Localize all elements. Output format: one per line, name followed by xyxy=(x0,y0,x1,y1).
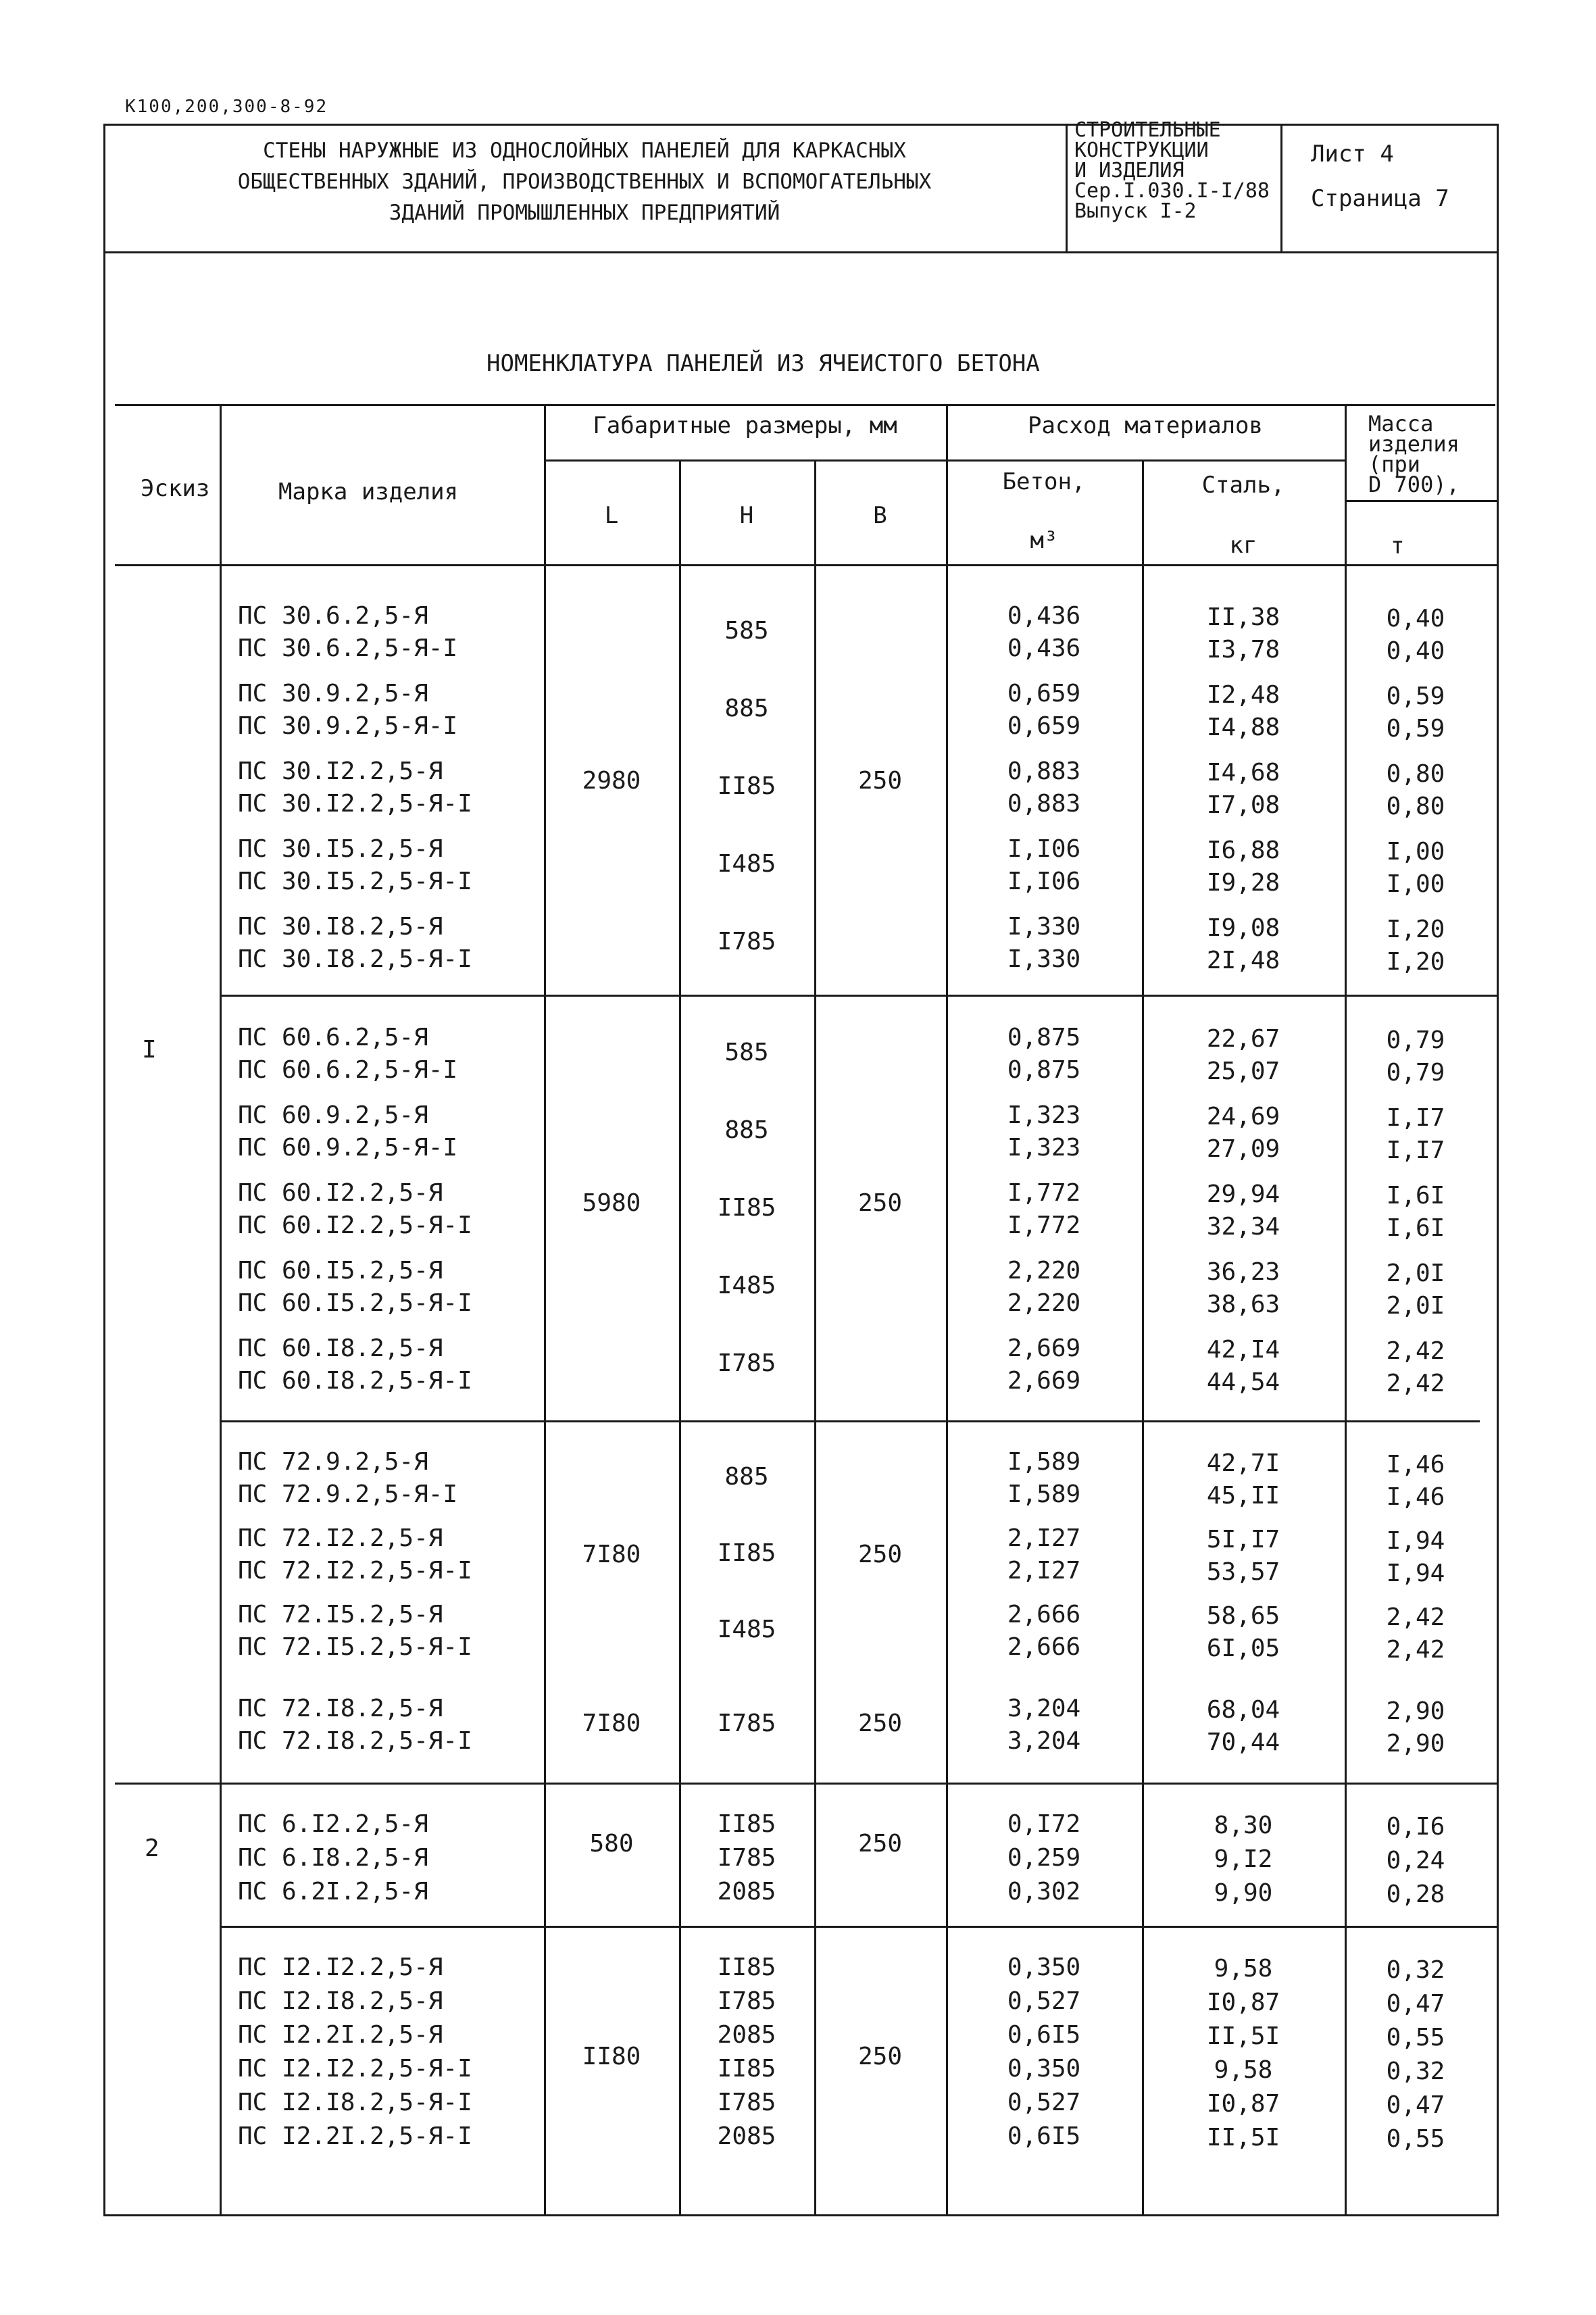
cell-mark: ПС I2.I8.2,5-Я xyxy=(238,1987,443,2015)
cell-L: 5980 xyxy=(582,1189,641,1217)
cell-steel: 9,58 xyxy=(1214,2056,1273,2084)
cell-concrete: 2,220 xyxy=(1007,1289,1081,1317)
cell-steel: 9,90 xyxy=(1214,1879,1273,1907)
cell-steel: 6I,05 xyxy=(1206,1635,1280,1662)
sketch-2-label: 2 xyxy=(145,1835,159,1862)
cell-mass: 2,42 xyxy=(1386,1337,1445,1365)
cell-concrete: I,330 xyxy=(1007,945,1081,973)
cell-mass: I,94 xyxy=(1386,1527,1445,1555)
cell-steel: 22,67 xyxy=(1206,1025,1280,1053)
cell-B: 250 xyxy=(857,1189,903,1217)
cell-H: II85 xyxy=(717,1539,776,1567)
cell-H: 2085 xyxy=(717,1878,776,1906)
cell-mass: I,6I xyxy=(1386,1214,1445,1242)
col-mark-right xyxy=(544,404,546,2215)
frame-left xyxy=(103,124,105,2216)
header-top-line xyxy=(115,404,1495,406)
cell-steel: 2I,48 xyxy=(1206,947,1280,974)
header-concrete: Бетон, xyxy=(1002,468,1086,495)
cell-mark: ПС 72.I8.2,5-Я xyxy=(238,1695,443,1722)
cell-mark: ПС 6.2I.2,5-Я xyxy=(238,1878,428,1906)
cell-concrete: 0,350 xyxy=(1007,2055,1081,2083)
cell-mass: 0,79 xyxy=(1386,1026,1445,1054)
cell-mark: ПС 30.I8.2,5-Я-I xyxy=(238,945,472,973)
cell-H: II85 xyxy=(717,2055,776,2083)
cell-mark: ПС 72.I2.2,5-Я-I xyxy=(238,1557,472,1585)
cell-mass: 0,59 xyxy=(1386,715,1445,743)
cell-mark: ПС 60.I5.2,5-Я-I xyxy=(238,1289,472,1317)
cell-mark: ПС 60.9.2,5-Я xyxy=(238,1101,428,1129)
cell-L: 2980 xyxy=(582,767,641,795)
cell-concrete: I,772 xyxy=(1007,1212,1081,1239)
cell-L: 7I80 xyxy=(582,1541,641,1568)
cell-mass: I,20 xyxy=(1386,948,1445,976)
cell-mass: 2,42 xyxy=(1386,1370,1445,1397)
cell-steel: 9,58 xyxy=(1214,1955,1273,1983)
cell-steel: I9,08 xyxy=(1206,914,1280,942)
cell-mark: ПС 30.9.2,5-Я xyxy=(238,680,428,707)
series-line-4: Сер.I.030.I-I/88 xyxy=(1074,179,1270,203)
cell-mark: ПС I2.I2.2,5-Я xyxy=(238,1953,443,1981)
cell-mass: 0,80 xyxy=(1386,793,1445,820)
cell-concrete: 0,436 xyxy=(1007,602,1081,630)
group-2-bottom xyxy=(220,1420,1480,1422)
cell-mark: ПС 30.I8.2,5-Я xyxy=(238,913,443,941)
cell-concrete: I,323 xyxy=(1007,1134,1081,1162)
cell-concrete: 0,436 xyxy=(1007,634,1081,662)
cell-B: 250 xyxy=(857,1541,903,1568)
mass-sub-line xyxy=(1345,500,1497,502)
cell-H: I785 xyxy=(717,1710,776,1737)
frame-right xyxy=(1497,124,1499,2216)
header-steel-unit: кг xyxy=(1229,532,1257,559)
cell-mark: ПС 72.9.2,5-Я-I xyxy=(238,1480,458,1508)
cell-mark: ПС 6.I8.2,5-Я xyxy=(238,1844,428,1872)
cell-H: I785 xyxy=(717,1987,776,2015)
frame-top xyxy=(103,124,1499,126)
header-mass-line-2: изделия xyxy=(1368,431,1460,457)
cell-H: I485 xyxy=(717,850,776,878)
cell-steel: II,5I xyxy=(1206,2022,1280,2050)
cell-mass: I,46 xyxy=(1386,1483,1445,1511)
cell-steel: 27,09 xyxy=(1206,1135,1280,1163)
cell-mark: ПС I2.2I.2,5-Я xyxy=(238,2021,443,2049)
cell-concrete: 2,669 xyxy=(1007,1335,1081,1362)
cell-mark: ПС I2.I2.2,5-Я-I xyxy=(238,2055,472,2083)
cell-H: 585 xyxy=(724,1039,769,1066)
series-block xyxy=(1074,120,1270,222)
cell-mass: I,I7 xyxy=(1386,1104,1445,1132)
frame-bottom xyxy=(103,2214,1499,2216)
cell-H: II85 xyxy=(717,772,776,800)
cell-mark: ПС 30.9.2,5-Я-I xyxy=(238,712,458,740)
cell-concrete: 0,302 xyxy=(1007,1878,1081,1906)
header-steel: Сталь, xyxy=(1201,472,1285,499)
header-mass xyxy=(1368,411,1460,497)
header-mass-unit: т xyxy=(1391,532,1405,559)
cell-mass: 2,0I xyxy=(1386,1292,1445,1320)
cell-concrete: 0,659 xyxy=(1007,680,1081,707)
cell-mass: 0,55 xyxy=(1386,2125,1445,2153)
cell-mass: 0,47 xyxy=(1386,2091,1445,2119)
cell-mark: ПС 60.6.2,5-Я-I xyxy=(238,1056,458,1084)
cell-concrete: 3,204 xyxy=(1007,1727,1081,1755)
cell-H: I785 xyxy=(717,1349,776,1377)
title-block-bottom xyxy=(103,251,1499,253)
cell-steel: 9,I2 xyxy=(1214,1845,1273,1873)
cell-steel: II,5I xyxy=(1206,2124,1280,2151)
cell-steel: 32,34 xyxy=(1206,1213,1280,1241)
col-H-right xyxy=(814,459,816,2215)
cell-concrete: 0,527 xyxy=(1007,2089,1081,2116)
cell-mark: ПС 72.I5.2,5-Я xyxy=(238,1601,443,1628)
cell-concrete: I,I06 xyxy=(1007,835,1081,863)
title-divider-2 xyxy=(1280,124,1282,252)
header-materials: Расход материалов xyxy=(1028,412,1263,439)
cell-concrete: 2,I27 xyxy=(1007,1524,1081,1552)
cell-mass: 0,I6 xyxy=(1386,1813,1445,1841)
cell-mark: ПС 72.I8.2,5-Я-I xyxy=(238,1727,472,1755)
group-5-bottom xyxy=(220,1926,1497,1928)
cell-steel: 38,63 xyxy=(1206,1291,1280,1318)
cell-steel: 68,04 xyxy=(1206,1696,1280,1724)
cell-concrete: I,330 xyxy=(1007,913,1081,941)
cell-steel: I0,87 xyxy=(1206,2090,1280,2118)
cell-mark: ПС 30.I5.2,5-Я-I xyxy=(238,868,472,895)
title-line-3: ЗДАНИЙ ПРОМЫШЛЕННЫХ ПРЕДПРИЯТИЙ xyxy=(389,201,780,225)
cell-steel: I6,88 xyxy=(1206,837,1280,864)
cell-H: II85 xyxy=(717,1810,776,1838)
cell-concrete: 2,666 xyxy=(1007,1633,1081,1661)
cell-mass: I,00 xyxy=(1386,838,1445,866)
cell-concrete: 0,527 xyxy=(1007,1987,1081,2015)
title-line-2: ОБЩЕСТВЕННЫХ ЗДАНИЙ, ПРОИЗВОДСТВЕННЫХ И ВСПОМОГАТЕЛЬНЫХ xyxy=(237,170,932,194)
cell-mark: ПС 60.I8.2,5-Я xyxy=(238,1335,443,1362)
header-mass-line-4: D 700), xyxy=(1368,472,1460,497)
cell-mass: I,20 xyxy=(1386,916,1445,943)
cell-mass: 0,40 xyxy=(1386,637,1445,665)
cell-mass: 2,42 xyxy=(1386,1636,1445,1664)
cell-concrete: 2,669 xyxy=(1007,1367,1081,1395)
cell-mark: ПС I2.2I.2,5-Я-I xyxy=(238,2122,472,2150)
cell-concrete: 2,220 xyxy=(1007,1257,1081,1285)
series-line-5: Выпуск I-2 xyxy=(1074,199,1197,223)
cell-steel: 5I,I7 xyxy=(1206,1526,1280,1553)
header-bottom-line xyxy=(115,564,1497,566)
cell-concrete: 0,6I5 xyxy=(1007,2122,1081,2150)
cell-mass: I,94 xyxy=(1386,1560,1445,1587)
dims-sub-line xyxy=(544,459,946,462)
col-steel-right xyxy=(1345,404,1347,2215)
cell-steel: I0,87 xyxy=(1206,1989,1280,2016)
header-mark: Марка изделия xyxy=(278,478,459,505)
cell-mass: 0,24 xyxy=(1386,1847,1445,1874)
cell-mark: ПС I2.I8.2,5-Я-I xyxy=(238,2089,472,2116)
cell-mass: 0,59 xyxy=(1386,682,1445,710)
cell-steel: 29,94 xyxy=(1206,1180,1280,1208)
cell-H: 885 xyxy=(724,695,769,722)
cell-concrete: I,323 xyxy=(1007,1101,1081,1129)
table-title: НОМЕНКЛАТУРА ПАНЕЛЕЙ ИЗ ЯЧЕИСТОГО БЕТОНА xyxy=(487,350,1040,377)
cell-concrete: 0,I72 xyxy=(1007,1810,1081,1838)
cell-mark: ПС 72.I2.2,5-Я xyxy=(238,1524,443,1552)
cell-concrete: 0,875 xyxy=(1007,1024,1081,1051)
cell-mark: ПС 30.I5.2,5-Я xyxy=(238,835,443,863)
series-line-1: СТРОИТЕЛЬНЫЕ xyxy=(1074,118,1221,142)
cell-mark: ПС 72.I5.2,5-Я-I xyxy=(238,1633,472,1661)
cell-B: 250 xyxy=(857,1830,903,1858)
cell-mass: 0,55 xyxy=(1386,2024,1445,2051)
cell-mass: I,00 xyxy=(1386,870,1445,898)
group-1-bottom xyxy=(220,995,1497,997)
cell-steel: I2,48 xyxy=(1206,681,1280,709)
cell-mark: ПС 60.I5.2,5-Я xyxy=(238,1257,443,1285)
cell-mark: ПС 72.9.2,5-Я xyxy=(238,1448,428,1476)
cell-steel: II,38 xyxy=(1206,603,1280,631)
cell-mass: 2,90 xyxy=(1386,1697,1445,1725)
cell-L: 580 xyxy=(589,1830,634,1858)
sketch-1-label: I xyxy=(142,1036,157,1064)
cell-L: 7I80 xyxy=(582,1710,641,1737)
cell-concrete: 3,204 xyxy=(1007,1695,1081,1722)
cell-concrete: I,589 xyxy=(1007,1448,1081,1476)
cell-mass: 2,90 xyxy=(1386,1730,1445,1758)
document-code: К100,200,300-8-92 xyxy=(125,97,328,117)
cell-concrete: 0,659 xyxy=(1007,712,1081,740)
cell-H: I485 xyxy=(717,1272,776,1299)
cell-mass: 0,28 xyxy=(1386,1881,1445,1908)
cell-concrete: 0,883 xyxy=(1007,757,1081,785)
cell-mark: ПС 6.I2.2,5-Я xyxy=(238,1810,428,1838)
cell-concrete: 2,I27 xyxy=(1007,1557,1081,1585)
cell-concrete: 0,259 xyxy=(1007,1844,1081,1872)
cell-concrete: 0,875 xyxy=(1007,1056,1081,1084)
cell-H: I785 xyxy=(717,928,776,955)
cell-mass: I,6I xyxy=(1386,1182,1445,1210)
series-line-2: КОНСТРУКЦИИ xyxy=(1074,139,1209,162)
cell-mass: I,46 xyxy=(1386,1451,1445,1478)
title-line-1: СТЕНЫ НАРУЖНЫЕ ИЗ ОДНОСЛОЙНЫХ ПАНЕЛЕЙ ДЛЯ КАРКАСНЫХ xyxy=(263,139,906,163)
sheet-number: Лист 4 xyxy=(1311,141,1394,168)
cell-mark: ПС 60.6.2,5-Я xyxy=(238,1024,428,1051)
document-title xyxy=(118,135,1051,228)
cell-steel: 42,I4 xyxy=(1206,1336,1280,1364)
cell-steel: 44,54 xyxy=(1206,1368,1280,1396)
title-divider-1 xyxy=(1066,124,1068,252)
series-line-3: И ИЗДЕЛИЯ xyxy=(1074,159,1184,182)
cell-steel: 58,65 xyxy=(1206,1602,1280,1630)
cell-B: 250 xyxy=(857,1710,903,1737)
cell-mark: ПС 30.I2.2,5-Я xyxy=(238,757,443,785)
cell-mark: ПС 30.6.2,5-Я-I xyxy=(238,634,458,662)
cell-H: 885 xyxy=(724,1463,769,1491)
cell-H: I485 xyxy=(717,1616,776,1643)
cell-H: 585 xyxy=(724,617,769,645)
cell-steel: I4,68 xyxy=(1206,759,1280,787)
header-dims: Габаритные размеры, мм xyxy=(593,412,897,439)
cell-B: 250 xyxy=(857,767,903,795)
cell-steel: 42,7I xyxy=(1206,1449,1280,1477)
col-sketch-right xyxy=(220,404,222,2215)
cell-H: II85 xyxy=(717,1194,776,1222)
cell-concrete: I,772 xyxy=(1007,1179,1081,1207)
cell-steel: 24,69 xyxy=(1206,1103,1280,1130)
cell-steel: 36,23 xyxy=(1206,1258,1280,1286)
cell-mass: 2,0I xyxy=(1386,1260,1445,1287)
cell-mass: 2,42 xyxy=(1386,1603,1445,1631)
cell-mark: ПС 60.I8.2,5-Я-I xyxy=(238,1367,472,1395)
cell-concrete: 0,883 xyxy=(1007,790,1081,818)
cell-mass: 0,32 xyxy=(1386,2058,1445,2085)
cell-H: I785 xyxy=(717,1844,776,1872)
cell-steel: 8,30 xyxy=(1214,1812,1273,1839)
header-H: H xyxy=(739,502,754,529)
cell-mass: 0,40 xyxy=(1386,605,1445,632)
cell-concrete: I,I06 xyxy=(1007,868,1081,895)
cell-steel: I3,78 xyxy=(1206,636,1280,664)
cell-mass: 0,47 xyxy=(1386,1990,1445,2018)
cell-steel: 53,57 xyxy=(1206,1558,1280,1586)
cell-mark: ПС 30.6.2,5-Я xyxy=(238,602,428,630)
page-number: Страница 7 xyxy=(1311,185,1449,212)
cell-mass: 0,79 xyxy=(1386,1059,1445,1087)
cell-mass: 0,32 xyxy=(1386,1956,1445,1984)
cell-mass: 0,80 xyxy=(1386,760,1445,788)
cell-mark: ПС 60.I2.2,5-Я xyxy=(238,1179,443,1207)
cell-steel: 25,07 xyxy=(1206,1057,1280,1085)
cell-concrete: I,589 xyxy=(1007,1480,1081,1508)
cell-H: I785 xyxy=(717,2089,776,2116)
cell-concrete: 2,666 xyxy=(1007,1601,1081,1628)
cell-concrete: 0,6I5 xyxy=(1007,2021,1081,2049)
cell-L: II80 xyxy=(582,2043,641,2070)
cell-mark: ПС 60.9.2,5-Я-I xyxy=(238,1134,458,1162)
header-L: L xyxy=(604,502,619,529)
cell-H: II85 xyxy=(717,1953,776,1981)
cell-mark: ПС 60.I2.2,5-Я-I xyxy=(238,1212,472,1239)
header-mass-line-1: Масса xyxy=(1368,411,1434,437)
cell-H: 2085 xyxy=(717,2021,776,2049)
cell-mass: I,I7 xyxy=(1386,1137,1445,1164)
cell-steel: I4,88 xyxy=(1206,714,1280,741)
cell-steel: I7,08 xyxy=(1206,791,1280,819)
cell-steel: 45,II xyxy=(1206,1482,1280,1510)
cell-B: 250 xyxy=(857,2043,903,2070)
cell-steel: I9,28 xyxy=(1206,869,1280,897)
cell-steel: 70,44 xyxy=(1206,1728,1280,1756)
header-B: B xyxy=(873,502,887,529)
header-sketch: Эскиз xyxy=(141,475,210,502)
header-concrete-unit: м³ xyxy=(1030,527,1058,554)
cell-mark: ПС 30.I2.2,5-Я-I xyxy=(238,790,472,818)
cell-concrete: 0,350 xyxy=(1007,1953,1081,1981)
cell-H: 2085 xyxy=(717,2122,776,2150)
header-mass-line-3: (при xyxy=(1368,451,1421,477)
cell-H: 885 xyxy=(724,1116,769,1144)
materials-sub-line xyxy=(946,459,1345,462)
group-4-bottom xyxy=(115,1783,1497,1785)
